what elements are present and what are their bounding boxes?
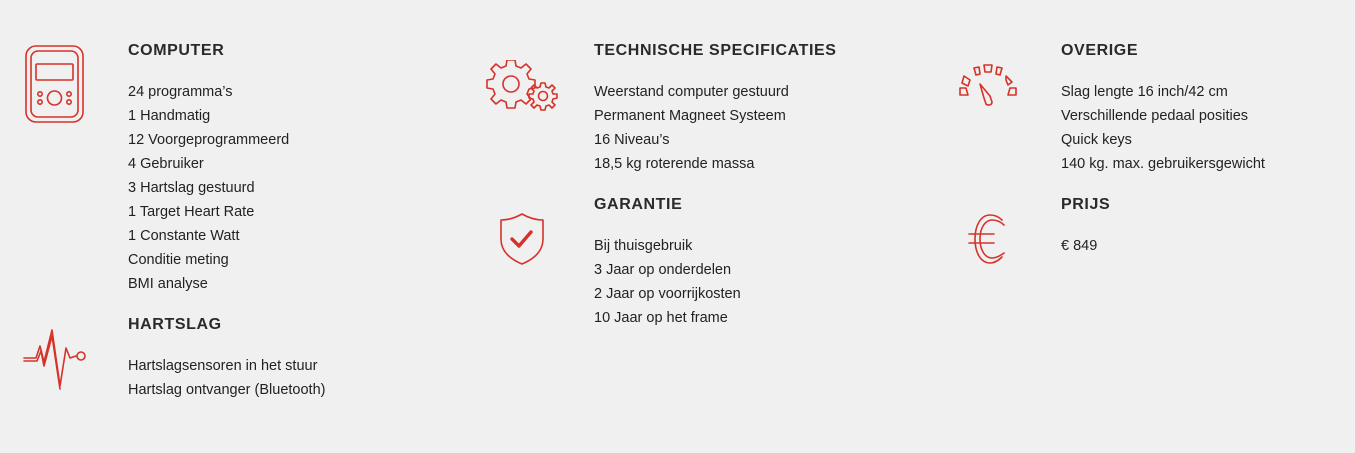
hartslag-list: [128, 354, 325, 402]
list-item: 4 Gebruiker: [128, 156, 204, 172]
list-item: 12 Voorgeprogrammeerd: [128, 132, 290, 148]
list-item: 140 kg. max. gebruikersgewicht: [1061, 156, 1265, 172]
garantie-list: [594, 234, 741, 330]
list-item: 1 Constante Watt: [128, 228, 240, 244]
heartbeat-icon: [22, 326, 88, 390]
section-title-overige: OVERIGE: [1061, 42, 1139, 59]
list-item: Permanent Magneet Systeem: [594, 108, 786, 124]
list-item: BMI analyse: [128, 276, 208, 292]
list-item: 2 Jaar op voorrijkosten: [594, 286, 741, 302]
section-title-hartslag: HARTSLAG: [128, 316, 222, 333]
gears-icon: [486, 60, 558, 112]
technische-list: [594, 80, 789, 176]
section-title-computer: COMPUTER: [128, 42, 225, 59]
list-item: Hartslag ontvanger (Bluetooth): [128, 382, 326, 398]
computer-list: [128, 80, 289, 296]
list-item: Hartslagsensoren in het stuur: [128, 358, 318, 374]
list-item: Conditie meting: [128, 252, 229, 268]
list-item: 1 Handmatig: [128, 108, 211, 124]
price-value: € 849: [1061, 238, 1098, 254]
list-item: Quick keys: [1061, 132, 1132, 148]
speedometer-icon: [956, 62, 1020, 110]
list-item: 18,5 kg roterende massa: [594, 156, 755, 172]
list-item: Verschillende pedaal posities: [1061, 108, 1249, 124]
computer-console-icon: [24, 44, 86, 124]
overige-list: [1061, 80, 1265, 176]
shield-check-icon: [498, 211, 546, 267]
list-item: Bij thuisgebruik: [594, 238, 693, 254]
list-item: 16 Niveau’s: [594, 132, 670, 148]
section-title-prijs: PRIJS: [1061, 196, 1111, 213]
section-title-garantie: GARANTIE: [594, 196, 683, 213]
list-item: 3 Hartslag gestuurd: [128, 180, 255, 196]
list-item: Weerstand computer gestuurd: [594, 84, 789, 100]
list-item: 10 Jaar op het frame: [594, 310, 728, 326]
list-item: 24 programma’s: [128, 84, 233, 100]
section-title-technische: TECHNISCHE SPECIFICATIES: [594, 42, 837, 59]
list-item: 1 Target Heart Rate: [128, 204, 255, 220]
list-item: Slag lengte 16 inch/42 cm: [1061, 84, 1228, 100]
prijs-list: [1061, 234, 1097, 258]
euro-icon: [966, 212, 1010, 266]
list-item: 3 Jaar op onderdelen: [594, 262, 732, 278]
